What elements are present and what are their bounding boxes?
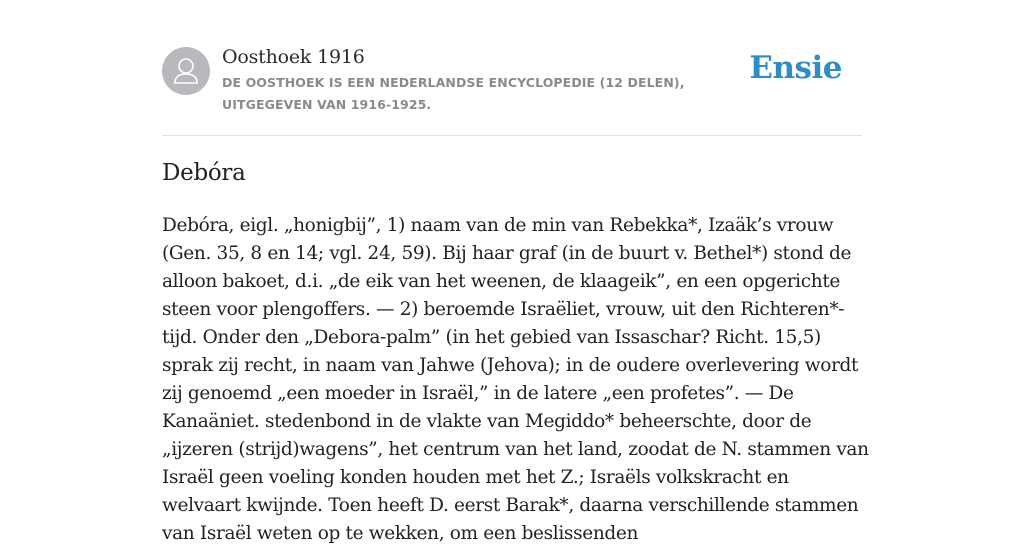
header-divider xyxy=(162,135,862,136)
source-avatar[interactable] xyxy=(162,47,210,95)
entry-title: Debóra xyxy=(162,160,246,186)
source-header xyxy=(162,46,862,116)
source-description: DE OOSTHOEK IS EEN NEDERLANDSE ENCYCLOPEDIE (12 DELEN), UITGEGEVEN VAN 1916-1925. xyxy=(222,75,685,112)
ensie-logo-link[interactable]: Ensie xyxy=(749,50,842,86)
entry-body: Debóra, eigl. „honigbij”, 1) naam van de min van Rebekka*, Izaäk’s vrouw (Gen. 35, 8 en 14; vgl. 24, 59). Bij haar graf (in de buurt v. Bethel*) stond de alloon bakoet, d.i. „de eik van het weenen, de klaageik”, en een opgerichte steen voor plengoffers. — 2) beroemde Israëliet, vrouw, uit den Richteren*-tijd. Onder den „Debora-palm” (in het gebied van Issaschar? Richt. 15,5) sprak zij recht, in naam van Jahwe (Jehova); in de oudere overlevering wordt zij genoemd „een moeder in Israël,” in de latere „een profetes”. — De Kanaäniet. stedenbond in de vlakte van Megiddo* beheerschte, door de „ijzeren (strijd)wagens”, het centrum van het land, zoodat de N. stammen van Israël geen voeling konden houden met het Z.; Israëls volkskracht en welvaart kwijnde. Toen heeft D. eerst Barak*, daarna verschillende stammen van Israël weten op te wekken, om een beslissenden xyxy=(162,215,869,544)
user-icon xyxy=(162,47,210,95)
source-title[interactable]: Oosthoek 1916 xyxy=(222,46,365,68)
